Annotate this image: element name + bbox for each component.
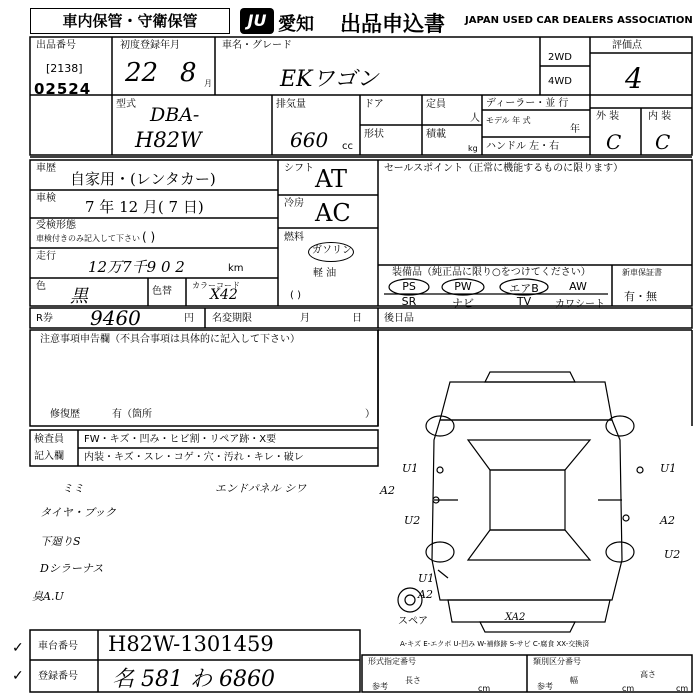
equipment-label: 装備品（純正品に限り○をつけてください）: [392, 267, 591, 278]
interior-label: 内 装: [648, 111, 672, 122]
recycle-unit: 円: [184, 313, 194, 324]
damage-mark-8: A2: [418, 588, 433, 601]
color-code-label: カラーコード: [192, 281, 240, 290]
car-name: EKワゴン: [280, 67, 379, 92]
damage-legend: A-キズ E-エクボ U-凹み W-補修跡 S-サビ C-腐食 XX-交換済: [400, 640, 590, 648]
drive-4wd: 4WD: [548, 76, 572, 87]
ref-label-left: 参考: [372, 682, 388, 691]
inspector-row-1: FW・キズ・凹み・ヒビ割・リペア跡・X要: [84, 434, 277, 445]
mileage-label: 走行: [36, 251, 56, 262]
model-year-label: モデル 年 式: [486, 116, 531, 125]
height-label: 高さ: [640, 670, 656, 679]
chassis-number-value: H82W-1301459: [108, 632, 274, 656]
history-label: 車歴: [36, 163, 56, 174]
lot-number-label: 出品番号: [36, 40, 76, 51]
fuel-value-gasoline: ガソリン: [312, 245, 352, 256]
displacement-unit: cc: [342, 141, 353, 152]
inspector-note-4: 下廻りS: [40, 535, 81, 548]
score-value: 4: [625, 62, 643, 95]
damage-mark-3: A2: [380, 484, 395, 497]
equip-tv: TV: [516, 295, 532, 308]
aircon-value: AC: [315, 199, 351, 227]
score-label: 評価点: [612, 40, 642, 51]
exterior-label: 外 装: [596, 111, 620, 122]
dealer-label: ディーラー・並 行: [486, 98, 569, 109]
mileage-value: 12万7千9 0 2: [88, 258, 185, 276]
width-label: 幅: [570, 676, 578, 685]
spec-number-label: 形式指定番号: [368, 657, 416, 666]
equip-airbag: エアB: [509, 282, 539, 295]
association-name: JAPAN USED CAR DEALERS ASSOCIATION: [465, 15, 693, 26]
length-label: 長さ: [405, 676, 421, 685]
damage-mark-5: A2: [660, 514, 675, 527]
load-unit: kg: [468, 144, 478, 153]
damage-mark-7: U2: [664, 548, 681, 561]
warranty-label: 新車保証書: [622, 268, 662, 277]
rear-items-label: 後日品: [384, 313, 414, 324]
plate-number-value: 名 581 わ 6860: [112, 667, 275, 692]
drive-2wd: 2WD: [548, 52, 572, 63]
first-registration-label: 初度登録年月: [120, 40, 180, 51]
lot-small-number: [2138]: [46, 62, 83, 75]
inspector-note-2: エンドパネル シワ: [215, 482, 307, 495]
damage-mark-4: U2: [404, 514, 421, 527]
ref-label-right: 参考: [537, 682, 553, 691]
deadline-month-unit: 月: [300, 313, 310, 324]
color-change-label: 色替: [152, 286, 172, 297]
interior-grade: C: [655, 130, 671, 154]
repair-history-close: ）: [365, 409, 375, 420]
shift-label: シフト: [284, 163, 314, 174]
inspector-note-3: タイヤ・ブック: [40, 506, 117, 519]
width-unit: cm: [622, 684, 635, 693]
inspector-row-2: 内装・キズ・スレ・コゲ・穴・汚れ・キレ・破レ: [84, 452, 304, 463]
model-year-unit: 年: [570, 124, 580, 135]
displacement-label: 排気量: [276, 99, 306, 110]
model-label: 型式: [116, 99, 136, 110]
damage-mark-1: U1: [402, 462, 419, 475]
inspector-label-1: 検査員: [34, 434, 64, 445]
seats-unit: 人: [470, 113, 480, 124]
equip-ps: PS: [402, 280, 416, 293]
remarks-label: 注意事項申告欄（不具合事項は具体的に記入して下さい）: [40, 334, 300, 345]
ju-logo-text: JU: [247, 11, 267, 30]
receipt-note: 車検付きのみ記入して下さい: [36, 234, 140, 243]
car-name-label: 車名・グレード: [222, 40, 292, 51]
aircon-label: 冷房: [284, 198, 304, 209]
model-line-1: DBA-: [150, 104, 200, 126]
plate-number-label: 登録番号: [38, 671, 78, 682]
damage-mark-9: XA2: [505, 612, 526, 623]
color-value: 黒: [70, 286, 88, 307]
inspector-note-6: 臭A.U: [32, 590, 64, 603]
equip-sr: SR: [401, 295, 417, 308]
form-title: 出品申込書: [340, 12, 445, 36]
fuel-value-other: ( ): [290, 290, 301, 301]
shift-value: AT: [315, 165, 348, 193]
inspection-value: 7 年 12 月( 7 日): [85, 198, 204, 216]
inspection-label: 車検: [36, 193, 56, 204]
storage-notice: 車内保管・守衛保管: [62, 12, 198, 30]
inspector-note-1: ミミ: [62, 482, 84, 495]
deadline-day-unit: 日: [352, 313, 362, 324]
sales-point-label: セールスポイント（正常に機能するものに限ります）: [384, 163, 624, 174]
mileage-unit: km: [228, 263, 244, 274]
registration-month: 8: [180, 58, 197, 88]
length-unit: cm: [478, 684, 491, 693]
spare-tire-label: スペア: [398, 616, 428, 627]
equip-navi: ナビ: [452, 297, 474, 310]
warranty-value: 有・無: [624, 290, 657, 303]
history-value: 自家用・(レンタカー): [70, 170, 216, 188]
model-line-2: H82W: [135, 128, 202, 152]
shape-label: 形状: [364, 129, 384, 140]
check-mark-2: ✓: [12, 668, 24, 684]
class-number-label: 類別区分番号: [533, 657, 581, 666]
exterior-grade: C: [606, 130, 622, 154]
color-label: 色: [36, 281, 46, 292]
receipt-label: 受検形態: [36, 220, 76, 231]
inspector-note-5: Dシラーナス: [40, 562, 104, 575]
repair-history-value: 有（箇所: [112, 409, 152, 420]
equip-pw: PW: [454, 280, 472, 293]
load-label: 積載: [426, 129, 446, 140]
equip-leather-seat: カワシート: [555, 299, 605, 310]
handle-label: ハンドル 左・右: [486, 141, 560, 152]
lot-number: 02524: [34, 80, 92, 98]
check-mark-1: ✓: [12, 640, 24, 656]
color-code-value: X42: [210, 287, 238, 303]
seats-label: 定員: [426, 99, 446, 110]
height-unit: cm: [676, 684, 689, 693]
name-change-deadline-label: 名変期限: [212, 313, 252, 324]
repair-history-label: 修復歴: [50, 409, 80, 420]
chassis-number-label: 車台番号: [38, 641, 78, 652]
month-unit: 月: [204, 79, 212, 88]
displacement-value: 660: [290, 128, 329, 152]
damage-mark-2: U1: [660, 462, 677, 475]
damage-mark-6: U1: [418, 572, 435, 585]
fuel-label: 燃料: [284, 232, 304, 243]
org-name: 愛知: [278, 14, 314, 35]
fuel-value-diesel: 軽 油: [313, 268, 337, 279]
recycle-label: R券: [36, 313, 53, 324]
equip-aw: AW: [569, 280, 587, 293]
registration-year: 22: [125, 58, 159, 88]
recycle-value: 9460: [90, 306, 141, 330]
inspector-label-2: 記入欄: [34, 451, 64, 462]
door-label: ドア: [364, 99, 384, 110]
receipt-value: ( ): [142, 230, 156, 244]
